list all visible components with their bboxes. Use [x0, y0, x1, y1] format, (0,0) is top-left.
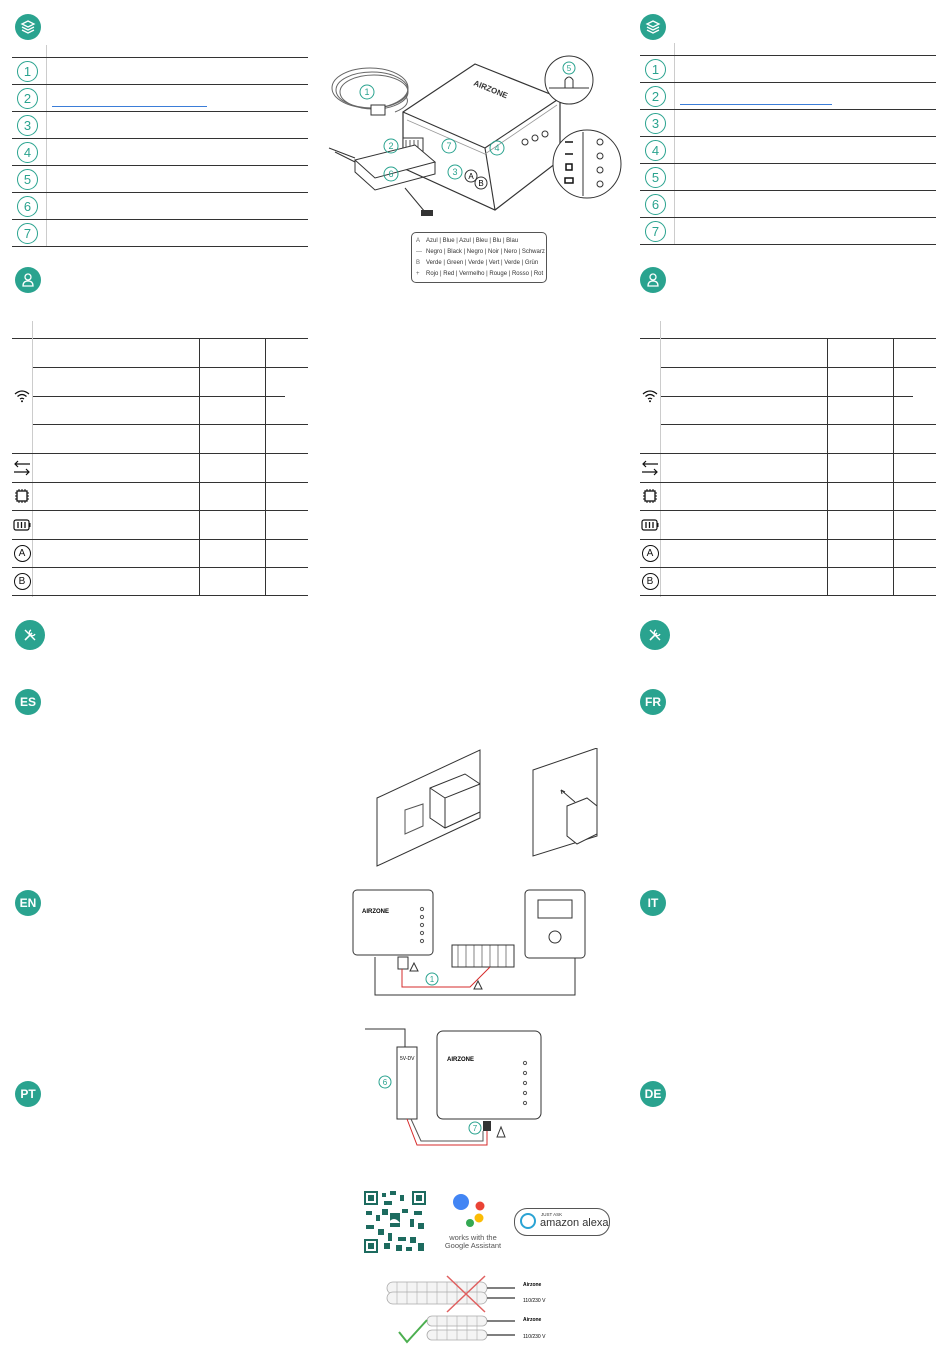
- components-table-right: [640, 43, 936, 245]
- callout-7: 7: [446, 141, 452, 151]
- callout-4: 4: [494, 143, 500, 153]
- led-section-icon: [15, 267, 41, 293]
- number-badge: 4: [17, 142, 38, 163]
- wiring-callout-1: 1: [429, 975, 435, 984]
- layers-icon: [645, 19, 661, 35]
- amazon-alexa-badge: [514, 1208, 610, 1236]
- letter-b-icon: B: [12, 567, 32, 595]
- installation-section-icon: [15, 620, 45, 650]
- letter-a-icon: A: [640, 539, 660, 567]
- component-row: [12, 220, 308, 247]
- number-badge: 1: [645, 59, 666, 80]
- cable-label-top-1: Airzone: [523, 1282, 542, 1288]
- callout-3: 3: [452, 167, 458, 177]
- number-badge: 4: [645, 140, 666, 161]
- wiring-callout-7: 7: [472, 1124, 478, 1133]
- port-b-label: B: [478, 179, 484, 188]
- wiring-callout-6: 6: [382, 1078, 388, 1087]
- led-table-left: [12, 321, 308, 597]
- components-table-header: [640, 43, 936, 56]
- lang-fr-badge: FR: [640, 689, 666, 715]
- alexa-small: JUST ASK: [541, 1212, 563, 1217]
- number-badge: 7: [645, 221, 666, 242]
- arrows-icon: [12, 454, 32, 482]
- chip-icon: [640, 482, 660, 510]
- component-row: [640, 83, 936, 110]
- tools-icon: [647, 627, 663, 643]
- number-badge: 1: [17, 61, 38, 82]
- port-a-label: A: [468, 172, 474, 181]
- led-table-right: [640, 321, 936, 597]
- lang-de-badge: DE: [640, 1081, 666, 1107]
- contents-section-icon-right: [640, 14, 666, 40]
- wall-mount-illustration: [375, 748, 600, 868]
- number-badge: 3: [645, 113, 666, 134]
- lang-en-badge: EN: [15, 890, 41, 916]
- letter-a-icon: A: [12, 539, 32, 567]
- legend-row: A Azul | Blue | Azul | Bleu | Blu | Blau: [416, 238, 519, 244]
- number-badge: 2: [645, 86, 666, 107]
- brand-logo: AIRZONE: [472, 78, 510, 101]
- led-user-icon: [645, 272, 661, 288]
- lang-es-badge: ES: [15, 689, 41, 715]
- components-table-left: [12, 45, 308, 247]
- chip-icon: [12, 482, 32, 510]
- google-line-1: works with the: [449, 1233, 497, 1242]
- component-row: [640, 164, 936, 191]
- component-row: [12, 112, 308, 139]
- wiring-brand-1: AIRZONE: [362, 909, 389, 915]
- legend-row: B Verde | Green | Verde | Vert | Verde | Grün: [416, 260, 539, 266]
- component-row: [12, 85, 308, 112]
- component-row: [640, 137, 936, 164]
- legend-row: + Rojo | Red | Vermelho | Rouge | Rosso | Rot: [416, 271, 544, 277]
- lang-pt-badge: PT: [15, 1081, 41, 1107]
- google-line-2: Google Assistant: [444, 1241, 502, 1250]
- wiring-brand-2: AIRZONE: [447, 1057, 474, 1063]
- wifi-icon: [640, 381, 660, 411]
- device-illustration: [325, 50, 625, 230]
- wire-color-legend: [411, 232, 547, 283]
- psu-label: 5V-DV: [400, 1056, 415, 1062]
- cable-label-top-2: 110/230 V: [523, 1298, 546, 1304]
- cable-label-bottom-2: 110/230 V: [523, 1334, 546, 1340]
- arrows-icon: [640, 454, 660, 482]
- component-row: [640, 56, 936, 83]
- legend-row: — Negro | Black | Negro | Noir | Nero | Schwarz: [416, 249, 545, 255]
- led-user-icon: [20, 272, 36, 288]
- wifi-icon: [12, 381, 32, 411]
- number-badge: 3: [17, 115, 38, 136]
- component-row: [640, 218, 936, 245]
- number-badge: 2: [17, 88, 38, 109]
- cable-label-bottom-1: Airzone: [523, 1317, 542, 1323]
- tools-icon: [22, 627, 38, 643]
- number-badge: 5: [645, 167, 666, 188]
- number-badge: 6: [17, 196, 38, 217]
- callout-2: 2: [388, 141, 394, 151]
- wiring-diagram-2: [365, 1025, 545, 1155]
- component-row: [12, 166, 308, 193]
- component-row: [640, 191, 936, 218]
- callout-5: 5: [566, 64, 572, 73]
- component-row: [12, 139, 308, 166]
- number-badge: 5: [17, 169, 38, 190]
- callout-6: 6: [388, 169, 394, 179]
- wiring-diagram-1: [350, 885, 590, 1000]
- google-assistant-logo: [438, 1193, 508, 1255]
- lang-it-badge: IT: [640, 890, 666, 916]
- contents-section-icon: [15, 14, 41, 40]
- letter-b-icon: B: [640, 567, 660, 595]
- component-row: [12, 193, 308, 220]
- number-badge: 7: [17, 223, 38, 244]
- component-row: [640, 110, 936, 137]
- components-table-header: [12, 45, 308, 58]
- led-section-icon-right: [640, 267, 666, 293]
- battery-icon: [640, 510, 660, 539]
- link-underline[interactable]: [680, 104, 832, 105]
- number-badge: 6: [645, 194, 666, 215]
- callout-1: 1: [364, 87, 370, 97]
- layers-icon: [20, 19, 36, 35]
- alexa-big: amazon alexa: [540, 1217, 609, 1229]
- qr-code[interactable]: [362, 1189, 428, 1255]
- installation-section-icon-right: [640, 620, 670, 650]
- cable-separation-illustration: [385, 1272, 560, 1354]
- battery-icon: [12, 510, 32, 539]
- component-row: [12, 58, 308, 85]
- link-underline[interactable]: [52, 106, 207, 107]
